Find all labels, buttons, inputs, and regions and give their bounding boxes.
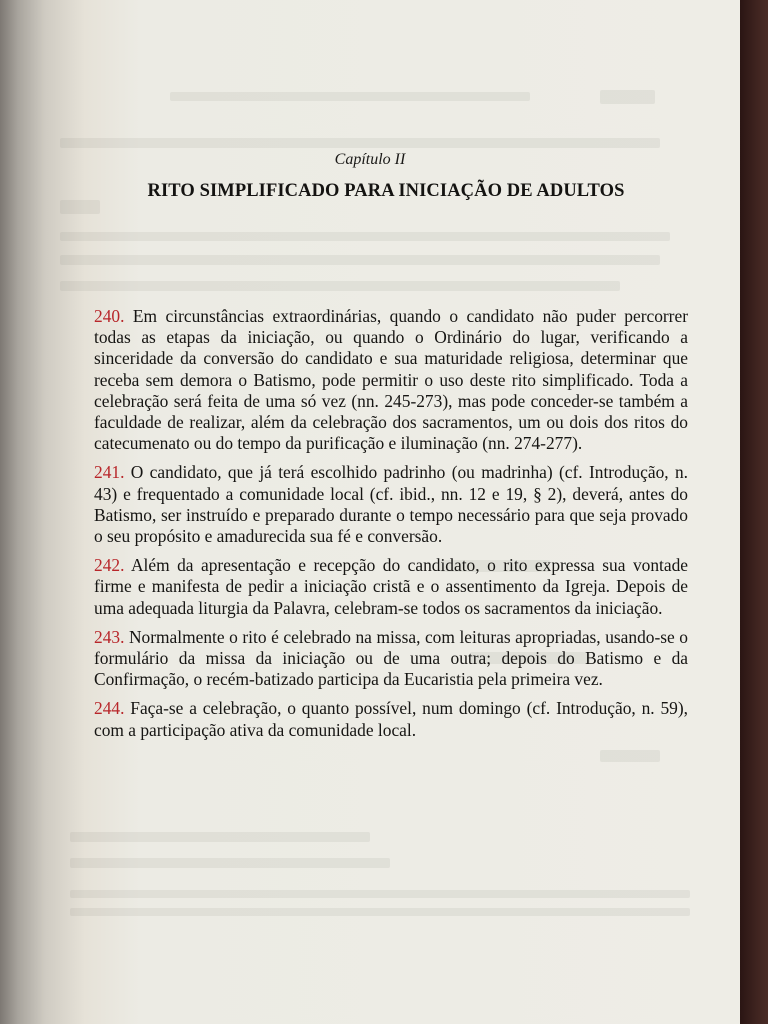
page-edge-shadow [740,0,768,1024]
paragraph-number: 243. [94,626,125,647]
paragraph-number: 240. [94,306,125,326]
paragraph-number: 244. [94,698,125,719]
paragraph-241 [94,462,688,547]
chapter-heading: Capítulo II [334,151,406,168]
paragraph-242 [94,555,688,619]
paragraph-text: O candidato, que já terá escolhido padrinho (ou madrinha) (cf. Introdução, n. 43) e frequentado a comunidade local (cf. ibid., nn. 12 e 19, § 2), deverá, antes do Batismo, ser instruído e preparado durante o tempo necessário para que seja provado o seu propósito e amadurecida sua fé e conversão. [94,462,688,547]
paragraph-text: Além da apresentação e recepção do candidato, o rito expressa sua vontade firme e manifesta de pedir a iniciação cristã e o assentimento da Igreja. Depois de uma adequada liturgia da Palavra, celebram-se todos os sacramentos da iniciação. [94,555,688,618]
paragraph-text: Em circunstâncias extraordinárias, quando o candidato não puder percorrer todas as etapas da iniciação, ou quando o Ordinário do lugar, verificando a sinceridade da conversão do candidato e sua maturidade religiosa, determinar que receba sem demora o Batismo, pode permitir o uso deste rito simplificado. Toda a celebração será feita de uma só vez (nn. 245-273), mas pode conceder-se também a faculdade de realizar, além da celebração dos sacramentos, um ou dois dos ritos do catecumenato ou do tempo da purificação e iluminação (nn. 274-277). [94,306,688,454]
paragraph-number: 241. [94,462,125,483]
paragraph-244 [94,698,688,740]
section-title: RITO SIMPLIFICADO PARA INICIAÇÃO DE ADULTOS [147,181,625,201]
paragraph-243 [94,627,688,691]
paragraph-text: Faça-se a celebração, o quanto possível, num domingo (cf. Introdução, n. 59), com a participação ativa da comunidade local. [94,698,688,740]
paragraph-text: Normalmente o rito é celebrado na missa, com leituras apropriadas, usando-se o formulário da missa da iniciação ou de uma outra; depois do Batismo e da Confirmação, o recém-batizado participa da Eucaristia pela primeira vez. [94,626,688,690]
paragraph-240 [94,306,688,454]
body-text [94,306,688,749]
paragraph-number: 242. [94,555,125,576]
